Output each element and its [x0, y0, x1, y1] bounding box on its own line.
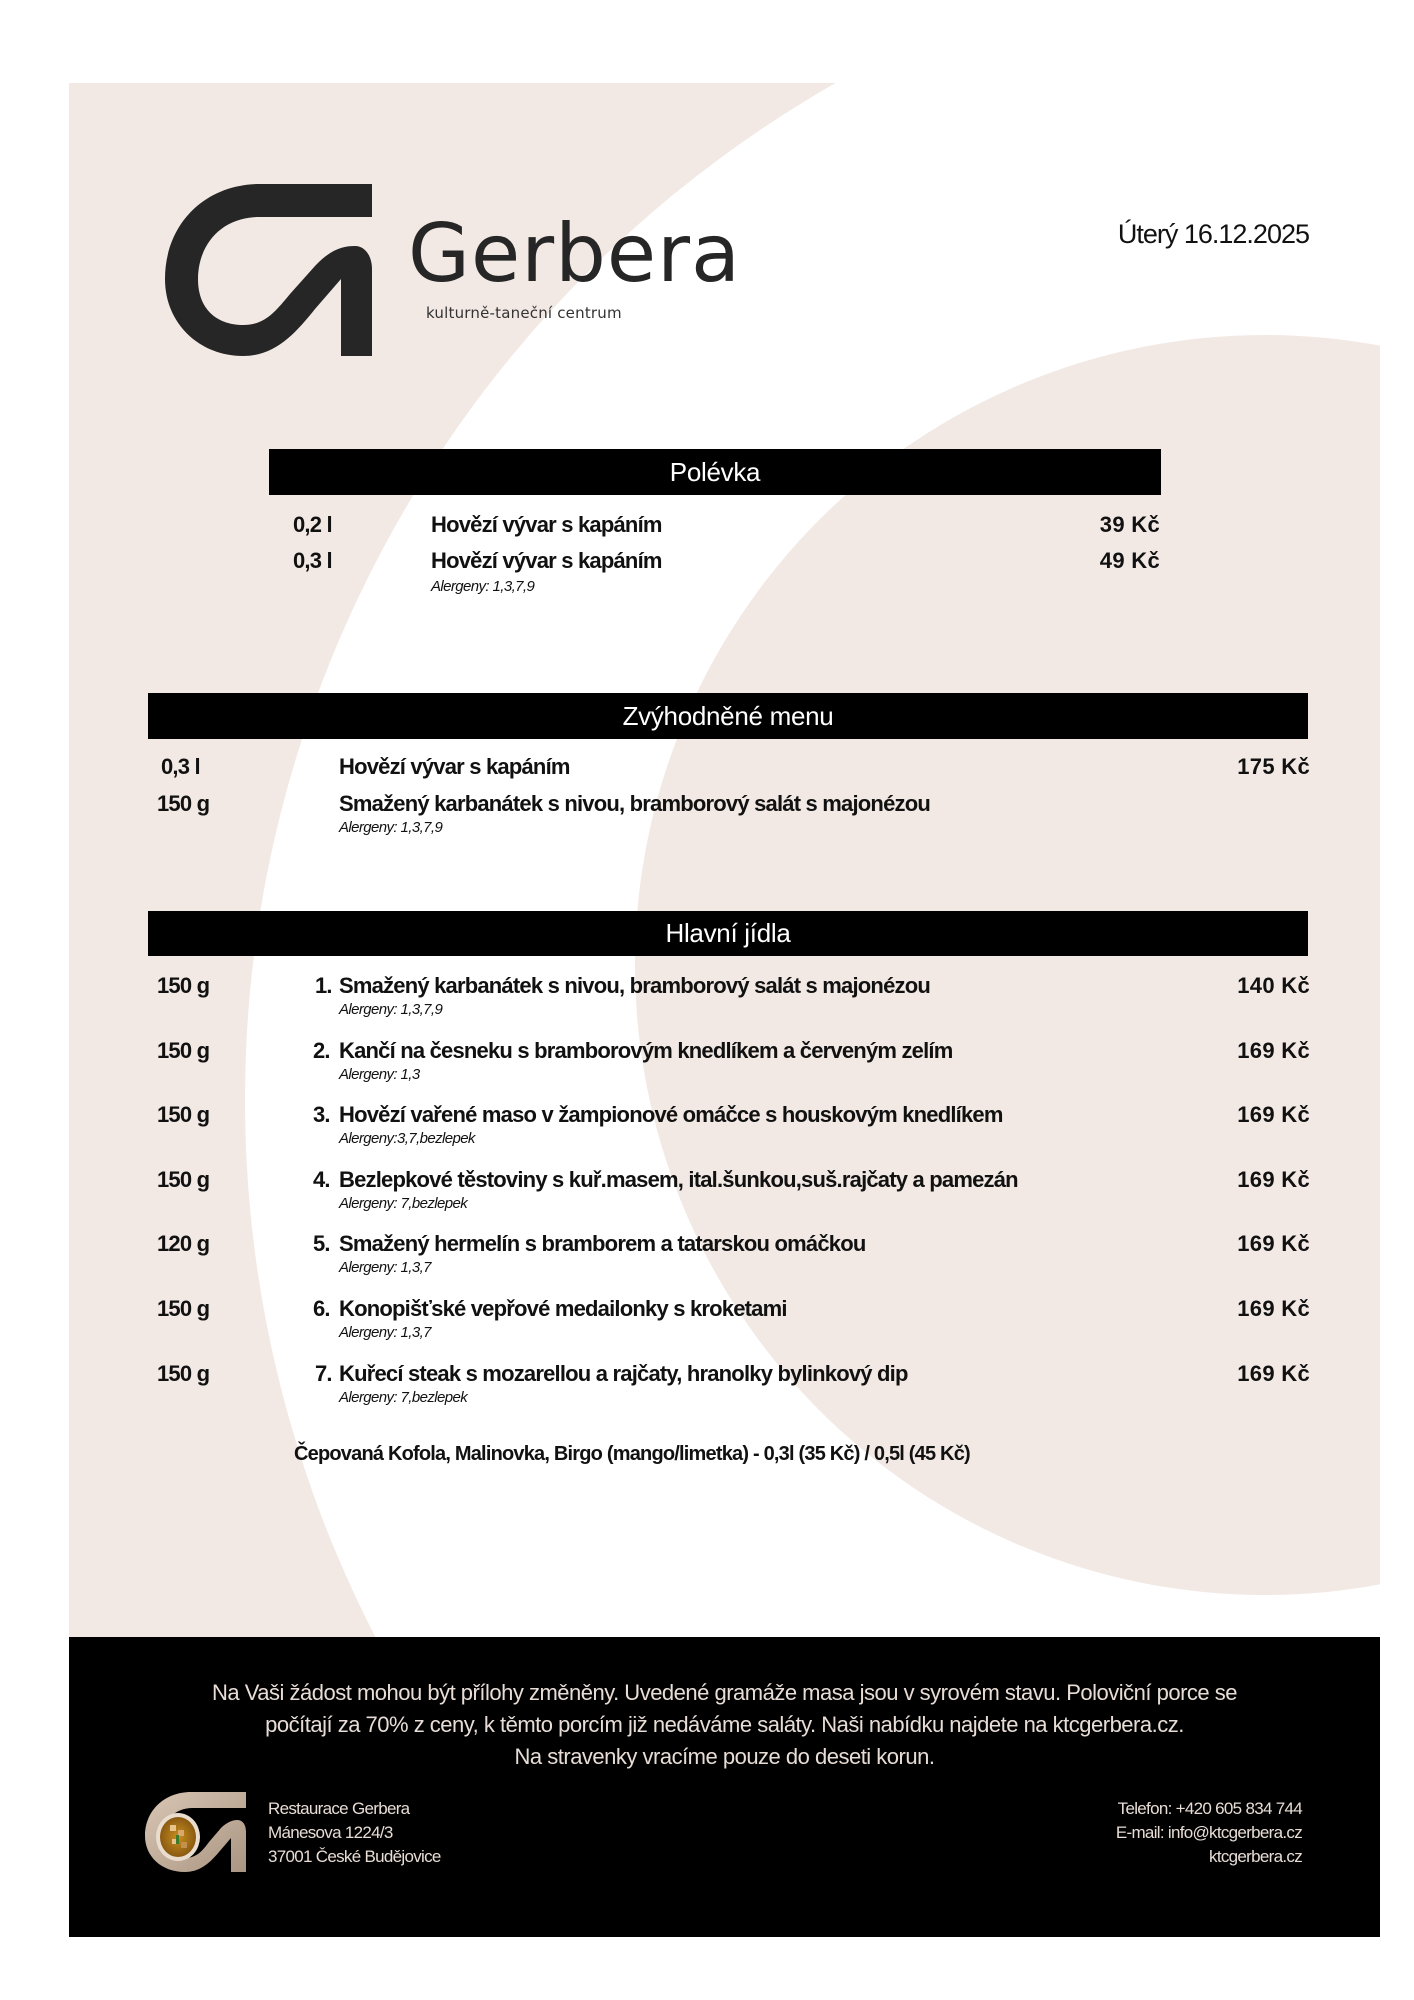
portion: 150 g [157, 1102, 210, 1127]
menu-date: Úterý 16.12.2025 [1117, 219, 1309, 249]
footer [69, 1637, 1380, 1937]
dish-name: Hovězí vývar s kapáním [431, 548, 662, 573]
dish-name: Bezlepkové těstoviny s kuř.masem, ital.šunkou,suš.rajčaty a pamezán [339, 1167, 1018, 1192]
portion: 150 g [157, 1361, 210, 1386]
price: 169 Kč [1237, 1231, 1310, 1256]
section-header-deal [148, 693, 1308, 739]
section-header-soup [269, 449, 1161, 495]
restaurant-logo-icon [145, 1792, 247, 1872]
phone: Telefon: +420 605 834 744 [1117, 1799, 1302, 1818]
restaurant-contact [1116, 1797, 1302, 1869]
portion: 150 g [157, 1296, 210, 1321]
dish-name: Hovězí vývar s kapáním [339, 754, 570, 779]
allergens: Alergeny: 7,bezlepek [339, 1195, 468, 1212]
allergens: Alergeny: 7,bezlepek [339, 1389, 468, 1406]
footer-note-line: počítají za 70% z ceny, k těmto porcím již nedáváme saláty. Naši nabídku najdete na ktcgerbera.cz. [265, 1712, 1184, 1737]
address-line: 37001 České Budějovice [268, 1847, 441, 1866]
price: 140 Kč [1237, 973, 1310, 998]
email-link[interactable]: E-mail: info@ktcgerbera.cz [1115, 1823, 1302, 1842]
dish-name: Hovězí vařené maso v žampionové omáčce s houskovým knedlíkem [339, 1102, 1003, 1127]
dish-name: Hovězí vývar s kapáním [431, 512, 662, 537]
brand-tagline: kulturně-taneční centrum [426, 304, 622, 322]
footer-note [69, 1677, 1380, 1773]
brand-wordmark: Gerbera [408, 207, 742, 300]
section-title: Hlavní jídla [665, 918, 791, 948]
item-number: 3. [313, 1102, 330, 1127]
item-number: 6. [313, 1296, 330, 1321]
portion: 150 g [157, 791, 210, 816]
footer-note-line: Na stravenky vracíme pouze do deseti korun. [514, 1744, 935, 1769]
dish-name: Smažený hermelín s bramborem a tatarskou omáčkou [339, 1231, 866, 1256]
price: 169 Kč [1237, 1361, 1310, 1386]
price: 175 Kč [1237, 754, 1310, 779]
price: 169 Kč [1237, 1038, 1310, 1063]
allergens: Alergeny: 1,3,7 [339, 1259, 431, 1276]
portion: 0,3 l [161, 754, 200, 779]
dish-name: Konopišťské vepřové medailonky s kroketami [339, 1296, 787, 1321]
portion: 150 g [157, 1167, 210, 1192]
portion: 150 g [157, 1038, 210, 1063]
item-number: 4. [313, 1167, 330, 1192]
website-link[interactable]: ktcgerbera.cz [1209, 1847, 1302, 1866]
item-number: 1. [315, 973, 332, 998]
price: 169 Kč [1237, 1296, 1310, 1321]
allergens: Alergeny:3,7,bezlepek [339, 1130, 475, 1147]
section-title: Zvýhodněné menu [622, 700, 834, 731]
footer-note-line: Na Vaši žádost mohou být přílohy změněny. Uvedené gramáže masa jsou v syrovém stavu. Poloviční porce se [212, 1680, 1237, 1705]
section-header-mains [148, 911, 1308, 956]
price: 169 Kč [1237, 1167, 1310, 1192]
allergens: Alergeny: 1,3,7 [339, 1324, 431, 1341]
allergens: Alergeny: 1,3,7,9 [339, 1001, 443, 1018]
allergens: Alergeny: 1,3,7,9 [431, 578, 535, 595]
address-line: Mánesova 1224/3 [268, 1823, 393, 1842]
portion: 0,2 l [293, 512, 332, 537]
dish-name: Kuřecí steak s mozarellou a rajčaty, hranolky bylinkový dip [339, 1361, 908, 1386]
item-number: 5. [313, 1231, 330, 1256]
section-title: Polévka [669, 456, 761, 487]
portion: 150 g [157, 973, 210, 998]
dish-name: Smažený karbanátek s nivou, bramborový salát s majonézou [339, 973, 930, 998]
dish-name: Smažený karbanátek s nivou, bramborový salát s majonézou [339, 791, 930, 816]
drinks-note: Čepovaná Kofola, Malinovka, Birgo (mango/limetka) - 0,3l (35 Kč) / 0,5l (45 Kč) [294, 1443, 970, 1465]
address-line: Restaurace Gerbera [268, 1799, 410, 1818]
allergens: Alergeny: 1,3 [339, 1066, 420, 1083]
portion: 120 g [157, 1231, 210, 1256]
price: 49 Kč [1099, 548, 1160, 573]
portion: 0,3 l [293, 548, 332, 573]
restaurant-address [268, 1797, 441, 1869]
price: 169 Kč [1237, 1102, 1310, 1127]
item-number: 7. [315, 1361, 332, 1386]
allergens: Alergeny: 1,3,7,9 [339, 819, 443, 836]
item-number: 2. [313, 1038, 330, 1063]
dish-name: Kančí na česneku s bramborovým knedlíkem a červeným zelím [339, 1038, 953, 1063]
price: 39 Kč [1099, 512, 1160, 537]
gerbera-logo-icon [165, 184, 373, 356]
